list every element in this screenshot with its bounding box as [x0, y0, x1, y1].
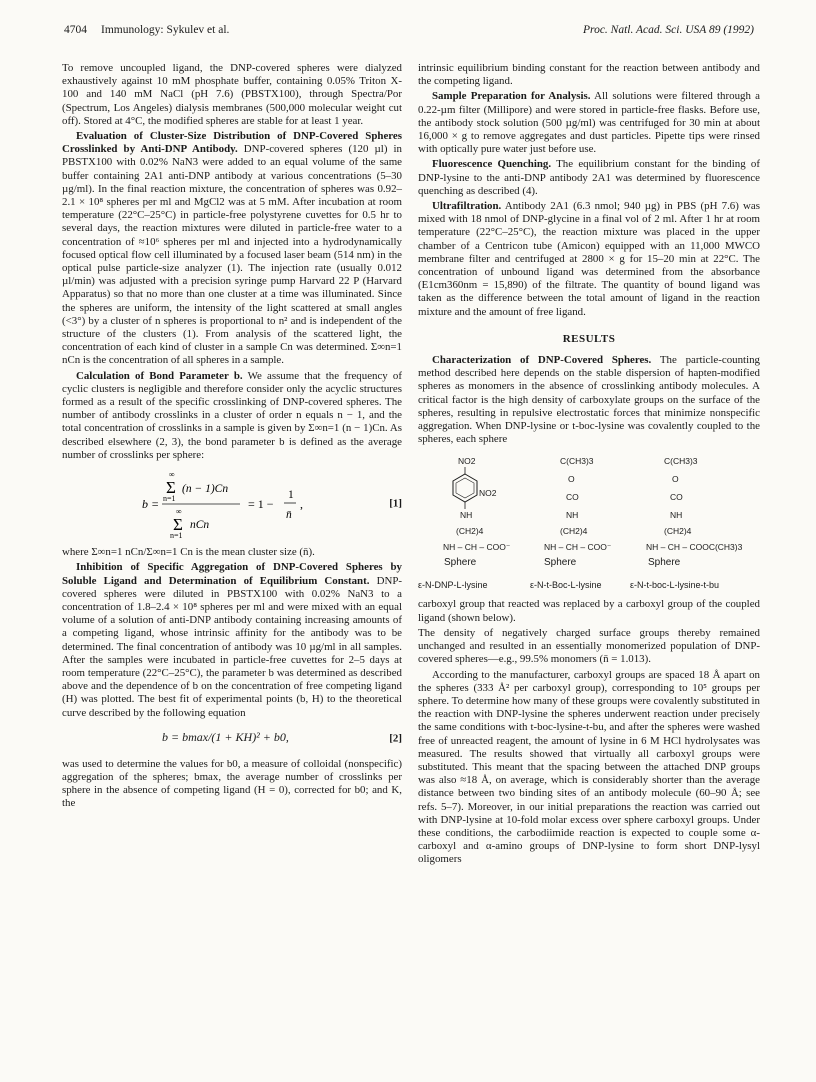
eq2-text: b = bmax/(1 + KH)² + b0, [162, 729, 289, 744]
paragraph: To remove uncoupled ligand, the DNP-covered spheres were dialyzed exhaustively against 10 mM phosphate buffer, containing 0.05% Triton X-100 and 140 mM NaCl (pH 7.6) (PBSTX100), through Spectra/Por (Spectrum, Los Angeles) dialysis membranes (500,000 molecular weight cut off). Stored at 4°C, the modified spheres are stable for at least 1 year. [62, 62, 402, 127]
eq1-sum-top: ∞ [169, 470, 175, 480]
chain-label: NH [566, 510, 579, 521]
paragraph-text: We assume that the frequency of cyclic clusters is negligible and therefore consider only the acyclic structures formed as a result of the specific crosslinking of DNP-covered spheres. The number of antibody crosslinks in a cluster of order n equals n − 1, and the total concentration of crosslinks in a sample is given by Σ∞n=1 (n − 1)Cn. As described elsewhere (2, 3), the bond parameter b is defined as the average number of crosslinks per sphere: [62, 369, 402, 461]
paragraph [418, 354, 760, 446]
equation-number: [1] [389, 497, 402, 510]
chain-label: NH – CH – COO⁻ [544, 542, 612, 553]
eq1-sum-bot: n=1 [163, 494, 176, 504]
equation-1-graphic [62, 468, 402, 540]
paragraph: carboxyl group that reacted was replaced by a carboxyl group of the coupled ligand (shown below). [418, 598, 760, 624]
subheading: Fluorescence Quenching. [432, 158, 552, 171]
subheading: Evaluation of Cluster-Size Distribution of DNP-Covered Spheres Crosslinked by Anti-DNP Antibody. [62, 130, 402, 156]
paragraph: where Σ∞n=1 nCn/Σ∞n=1 Cn is the mean cluster size (n̄). [62, 546, 315, 559]
paragraph: was used to determine the values for b0, a measure of colloidal (nonspecific) aggregation of the spheres; bmax, the average number of crosslinks per sphere in the absence of competing ligand (H = 0), corrected for b0; and K, the [62, 757, 402, 810]
paragraph: intrinsic equilibrium binding constant for the reaction between antibody and the competing ligand. [418, 62, 760, 88]
chain-label: NH – CH – COOC(CH3)3 [646, 542, 743, 553]
sphere-label: Sphere [544, 557, 577, 569]
paragraph: According to the manufacturer, carboxyl groups are spaced 18 Å apart on the spheres (333 Å² per carboxyl group), corresponding to 10⁵ groups per sphere. To determine how many of these groups were covalently substituted in the reaction with DNP-lysine the spheres underwent reaction under precisely the same conditions with t-boc-lysine-t-bu, and after the spheres were washed free of unreacted reagent, the amount of lysine in 6 M HCl hydrolysates was measured. The results showed that virtually all carboxyl groups were substituted. This meant that the spacing between the attached DNP groups was also ≈18 Å, on average, which is considerably shorter than the average distance between two binding sites of an antibody molecule (60–90 Å; see refs. 5–7). Moreover, in our initial preparations the reaction was carried out with DNP-lysine at 10-fold molar excess over sphere carboxyl groups. Under these conditions, the carbodiimide reaction is expected to couple some α-carboxyl and α-amino groups of DNP-lysine to form short DNP-lysyl oligomers [418, 668, 761, 866]
page-number: 4704 [64, 24, 87, 36]
sphere-label: Sphere [444, 557, 477, 569]
eq1-sum-top: ∞ [176, 507, 182, 517]
subheading: Characterization of DNP-Covered Spheres. [432, 354, 652, 367]
chain-label: NH [670, 510, 683, 521]
citation: Proc. Natl. Acad. Sci. USA 89 (1992) [583, 24, 754, 36]
paragraph-text: All solutions were filtered through a 0.22-µm filter (Millipore) and were stored in particle-free flasks. Before use, the antibody stock solution (500 µg/ml) was centrifuged for 30 min at about 16,000 × g to remove aggregates and dust particles. Pipette tips were rinsed with optically pure water just before use. [418, 90, 760, 156]
running-header [64, 24, 754, 42]
benzene-inner [456, 478, 474, 498]
paragraph-text: Antibody 2A1 (6.3 nmol; 940 µg) in PBS (pH 7.6) was mixed with 18 nmol of DNP-glycine in a final vol of 2 ml. After 1 hr at room temperature (22°C–25°C), the reaction mixture was placed in the upper chamber of a Centricon tube (Amicon) equipped with an 11,000 MWCO membrane filter and centrifuged at 2800 × g for 15–20 min at 22°C. The concentration of unbound ligand was determined from the absorbance (E1cm360nm = 15,890) of the filtrate. The quantity of bound ligand was taken as the difference between the total amount of ligand in the reaction mixture and the amount of free ligand. [418, 200, 760, 318]
paragraph [62, 370, 402, 462]
chain-label: (CH2)4 [456, 526, 484, 537]
equation-1 [62, 468, 402, 540]
left-column [62, 62, 402, 811]
paragraph [62, 130, 402, 368]
tbu-label: C(CH3)3 [560, 456, 594, 467]
section-heading: RESULTS [562, 332, 616, 345]
right-column [418, 62, 760, 867]
eq1-denominator: nCn [190, 519, 210, 532]
header-left [64, 24, 229, 36]
eq1-numerator: (n − 1)Cn [182, 483, 229, 496]
structure-name: ε-N-DNP-L-lysine [418, 580, 488, 591]
eq1-b: b = [142, 497, 160, 512]
paragraph [62, 561, 402, 719]
subheading: Sample Preparation for Analysis. [432, 90, 591, 103]
chain-label: CO [670, 492, 683, 503]
structures-graphic [418, 454, 760, 594]
chain-label: (CH2)4 [560, 526, 588, 537]
sigma-icon: Σ [173, 515, 183, 535]
paragraph-text: The equilibrium constant for the binding of DNP-lysine to the anti-DNP antibody 2A1 was determined by fluorescence quenching as described (4). [418, 158, 760, 197]
chain-label: O [672, 474, 679, 485]
equation-number: [2] [389, 732, 402, 745]
structure-name: ε-N-t-Boc-L-lysine [530, 580, 602, 591]
subheading: Calculation of Bond Parameter b. [76, 369, 243, 382]
chemical-structures [418, 454, 760, 594]
chain-label: NH [460, 510, 473, 521]
chain-label: (CH2)4 [664, 526, 692, 537]
eq1-rhs: = 1 − [248, 497, 274, 512]
journal-section: Immunology: Sykulev et al. [101, 24, 230, 36]
paragraph [418, 200, 760, 319]
equation-2 [62, 728, 402, 750]
eq1-sum-bot: n=1 [170, 531, 183, 541]
paragraph [418, 90, 760, 156]
tbu-label: C(CH3)3 [664, 456, 698, 467]
chain-label: NH – CH – COO⁻ [443, 542, 511, 553]
paragraph [418, 158, 760, 198]
no2-label: NO2 [458, 456, 476, 467]
chain-label: CO [566, 492, 579, 503]
subheading: Ultrafiltration. [432, 200, 502, 213]
no2-sub-label: NO2 [479, 488, 497, 499]
chain-label: O [568, 474, 575, 485]
eq1-frac-num: 1 [288, 489, 294, 502]
subheading: Inhibition of Specific Aggregation of DNP-Covered Spheres by Soluble Ligand and Determination of Equilibrium Constant. [62, 561, 402, 587]
comma: , [300, 497, 303, 512]
paragraph-text: DNP-covered spheres were diluted in PBSTX100 with 0.02% NaN3 to a concentration of 1.8–2.4 × 10⁸ spheres per ml and were mixed with an equal volume of a solution of anti-DNP antibody containing increasing amounts of a competing ligand, whose intrinsic affinity for the antibody was to be determined. The final concentration of antibody was 10 µg/ml in all samples. After the samples were incubated in particle-free cuvettes for 2–5 days at room temperature (22°C–25°C), the parameter b was determined as described above and the dependence of b on the concentration of free competing ligand (H) was plotted. The best fit of experimental points (b, H) to the theoretical curve described by the following equation [62, 574, 402, 719]
sphere-label: Sphere [648, 557, 681, 569]
sigma-icon: Σ [166, 478, 176, 498]
paragraph: The density of negatively charged surface groups thereby remained unchanged and resulted in an essentially monomerized population of DNP-covered spheres—e.g., 99.5% monomers (n̄ = 1.013). [418, 626, 760, 666]
structure-name: ε-N-t-boc-L-lysine-t-bu [630, 580, 720, 591]
paragraph-text: DNP-covered spheres (120 µl) in PBSTX100 with 0.02% NaN3 were added to an equal volume of the same buffer containing 2A1 anti-DNP antibody at various concentrations (5–30 µg/ml). In the final reaction mixture, the concentration of spheres was 0.92–2.1 × 10⁸ spheres per ml and MgCl2 was at 5 mM. After incubation at room temperature (22°C–25°C) in particle-free polystyrene cuvettes for 0.5 hr to several days, the reaction mixtures were diluted in particle-free water to a concentration of ≈10⁶ spheres per ml and injected into a hydrodynamically focused optical flow cell illuminated by a focused laser beam (514 nm) in the optical pulse particle-size analyzer (1). The injection rate (usually 0.012 µl/min) was adjusted with a precision syringe pump Harvard 22 P (Harvard Apparatus) so that no more than one cluster at a time was illuminated. Since the spheres are uniform, the intensity of the light scattered at small angles (<3°) by a cluster of n spheres is proportional to n² and is independent of the structure of the clusters (1). From analysis of the scattered light, the concentration of each kind of cluster in a sample Cn was determined. Σ∞n=1 nCn is the concentration of all spheres in a sample. [62, 143, 402, 367]
paragraph-text: The particle-counting method described here depends on the stable dispersion of hapten-modified spheres as monomers in the absence of crosslinking antibody molecules. A critical factor is the high density of carboxylate groups on the surface of the spheres, resulting in repulsive electrostatic forces that minimize nonspecific aggregation. When DNP-lysine or t-boc-lysine was covalently coupled to the spheres, each sphere [418, 354, 760, 446]
eq1-frac-den: n̄ [286, 509, 292, 522]
